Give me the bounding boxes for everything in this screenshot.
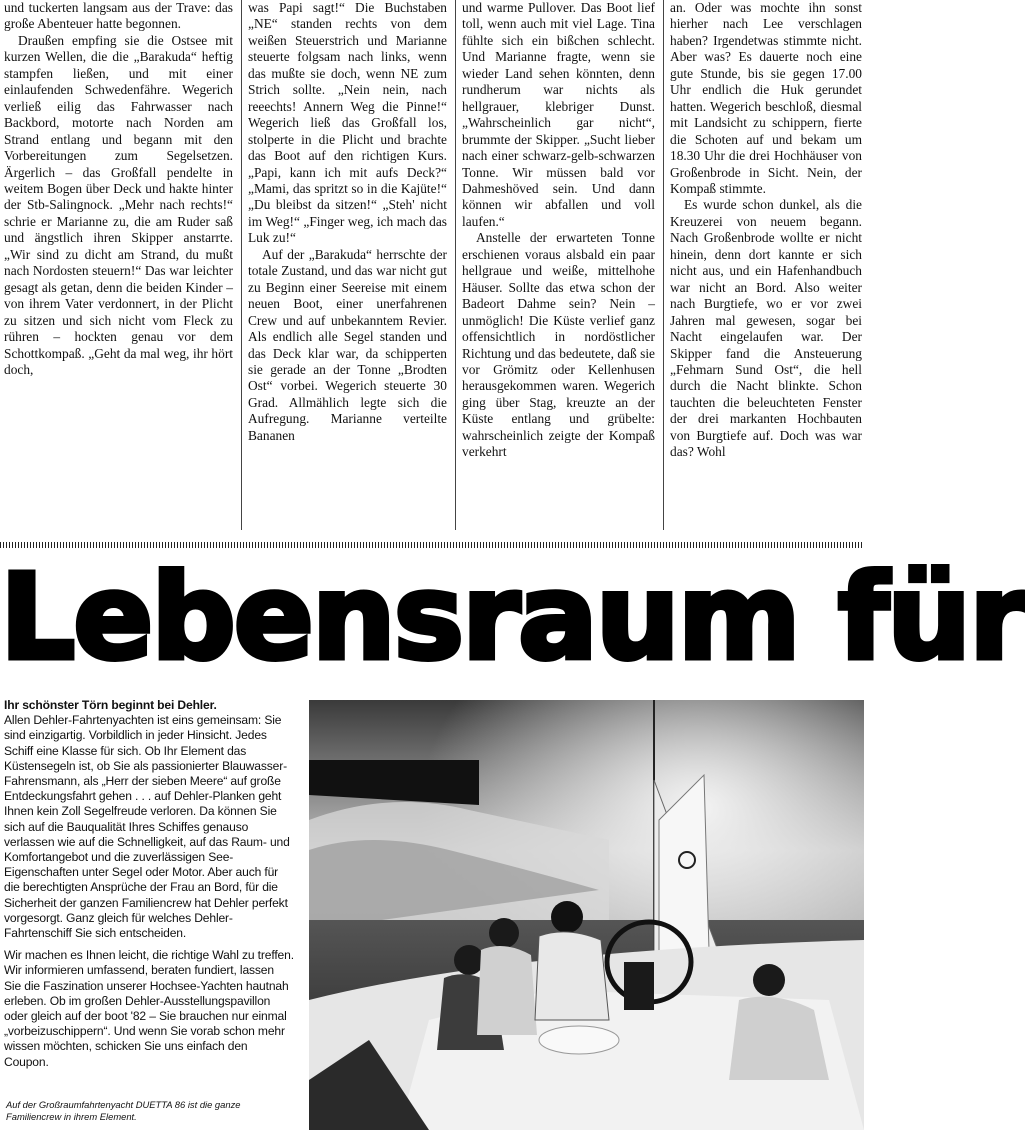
- ad-paragraph-1-text: Allen Dehler-Fahrtenyachten ist eins gemeinsam: Sie sind einzigartig. Vorbildlich in jeder Hinsicht. Jedes Schiff eine Klasse für sich. Ob Ihr Element das Küstensegeln ist, ob Sie als passionierter Blauwasser-Fahrensmann, als „Herr der sieben Meere“ auf große Entdeckungsfahrt gehen . . . auf Dehler-Planken geht Ihnen kein Zoll Segelfreude verloren. Da können Sie sich auf die Bauqualität Ihres Schiffes genauso verlassen wie auf die Schnelligkeit, auf das Raum- und Komfortangebot und die zuverlässigen See-Eigenschaften unter Segel oder Motor. Aber auch für die berechtigten Ansprüche der Frau an Bord, für die Sicherheit der ganzen Familiencrew hat Dehler perfekt vorgesorgt. Ganz gleich für welches Dehler-Fahrtenschiff Sie sich entscheiden.: [4, 713, 290, 941]
- yacht-photo: [309, 700, 864, 1130]
- article-column-2: [241, 0, 447, 530]
- article-paragraph: Es wurde schon dunkel, als die Kreuzerei von neuem begann. Nach Großenbrode wollte er nicht hinein, denn dort kannte er sich nicht aus, und ein Hafenhandbuch war nicht an Bord. Also weiter nach Burgtiefe, wo er vor zwei Jahren mal gewesen, sogar bei Nacht eingelaufen war. Der Skipper fand die Ansteuerung „Fehmarn Sund Ost“, die hell durch die Nacht blinkte. Schon tauchten die beleuchteten Fenster der drei markanten Hochbauten von Burgtiefe auf. Doch was war das? Wohl: [670, 197, 862, 460]
- ad-paragraph-1: [4, 698, 294, 941]
- article-column-4: [663, 0, 862, 530]
- article-paragraph: und warme Pullover. Das Boot lief toll, wenn auch mit viel Lage. Tina fühlte sich ein bißchen schlecht. Und Marianne fragte, wenn sie wieder Land sehen könnten, denn rundherum war nichts als hellgrauer, klebriger Dunst. „Wahrscheinlich gar nicht“, brummte der Skipper. „Sucht lieber nach einer schwarz-gelb-schwarzen Tonne. Wir müssen bald vor Dahmeshöved sein. Und dann können wir abfallen und voll laufen.“: [462, 0, 655, 229]
- ad-lead: Ihr schönster Törn beginnt bei Dehler.: [4, 698, 217, 712]
- article-columns: [4, 0, 862, 530]
- ad-paragraph-2: Wir machen es Ihnen leicht, die richtige Wahl zu treffen. Wir informieren umfassend, beraten fundiert, lassen Sie die Faszination unserer Hochsee-Yachten hautnah erleben. Ob im großen Dehler-Ausstellungspavillon oder gleich auf der boot '82 – Sie brauchen nur einmal „vorbeizuschippern“. Und wenn Sie vorab schon mehr wissen möchten, schicken Sie uns einfach den Coupon.: [4, 948, 294, 1069]
- article-column-1: [4, 0, 233, 530]
- article-paragraph: Auf der „Barakuda“ herrschte der totale Zustand, und das war nicht gut zu Beginn einer Seereise mit einem neuen Boot, einer unerfahrenen Crew und auf unbekanntem Revier. Als endlich alle Segel standen und das Deck klar war, da schipperten sie gerade an der Tonne „Brodten Ost“ vorbei. Wegerich steuerte 30 Grad. Allmählich legte sich die Aufregung. Marianne verteilte Bananen: [248, 246, 447, 443]
- article-paragraph: was Papi sagt!“ Die Buchstaben „NE“ standen rechts von dem weißen Steuerstrich und Marianne steuerte folgsam nach links, wenn das mußte sie doch, wenn NE zum Strich sollte. „Nein nein, nach reeechts! Annern Weg die Pinne!“ Wegerich ließ das Großfall los, stolperte in die Plicht und brachte das Boot auf den richtigen Kurs. „Papi, kann ich mit aufs Deck?“ „Mami, das spritzt so in die Kajüte!“ „Du bleibst da sitzen!“ „Steh' nicht im Weg!“ „Finger weg, ich mach das Luk zu!“: [248, 0, 447, 246]
- article-paragraph: Draußen empfing sie die Ostsee mit kurzen Wellen, die die „Barakuda“ heftig stampfen ließen, und mit einer einlaufenden Schwedenfähre. Wegerich verließ eilig das Fahrwasser nach Backbord, motorte nach Norden am Strand entlang und begann mit den Vorbereitungen zum Segelsetzen. Ärgerlich – das Großfall pendelte in weitem Bogen über Deck und hakte hinter der Stb-Salingnock. „Mehr nach rechts!“ schrie er Marianne zu, die am Ruder saß und ängstlich ihren Skipper anstarrte. „Wir sind zu dicht am Strand, du mußt nach Nordosten steuern!“ Das war leichter gesagt als getan, denn die beiden Kinder – von ihrem Vater verdonnert, in der Plicht zu sitzen und sich nicht vom Fleck zu rühren – hockten genau vor dem Schottkompaß. „Geht da mal weg, ihr hört doch,: [4, 32, 233, 377]
- ad-headline: Lebensraum für: [0, 548, 1025, 686]
- ad-body-text: [4, 698, 294, 1077]
- article-paragraph: und tuckerten langsam aus der Trave: das große Abenteuer hatte begonnen.: [4, 0, 233, 32]
- article-paragraph: an. Oder was mochte ihn sonst hierher nach Lee verschlagen haben? Irgendetwas stimmte nicht. Aber was? Es dauerte noch eine gute Stunde, bis sie gegen 17.00 Uhr endlich die Huk gerundet hatten. Wegerich beschloß, diesmal mit Landsicht zu schippern, fierte die Schoten auf und bekam um 18.30 Uhr die drei Hochhäuser von Großenbrode in Sicht. Nein, der Kompaß stimmte.: [670, 0, 862, 196]
- yacht-photo-image: [309, 700, 864, 1130]
- photo-caption: Auf der Großraumfahrtenyacht DUETTA 86 ist die ganze Familiencrew in ihrem Element.: [6, 1099, 241, 1122]
- article-column-3: [455, 0, 655, 530]
- article-paragraph: Anstelle der erwarteten Tonne erschienen voraus alsbald ein paar hellgraue und weiße, mittelhohe Häuser. Sollte das etwa schon der Badeort Dahme sein? Nein – unmöglich! Die Küste verlief ganz offensichtlich in nordöstlicher Richtung und das bedeutete, daß sie vor Grömitz oder Kellenhusen herausgekommen waren. Wegerich ging über Stag, kreuzte an der Küste entlang und grübelte: wahrscheinlich zeigte der Kompaß verkehrt: [462, 230, 655, 460]
